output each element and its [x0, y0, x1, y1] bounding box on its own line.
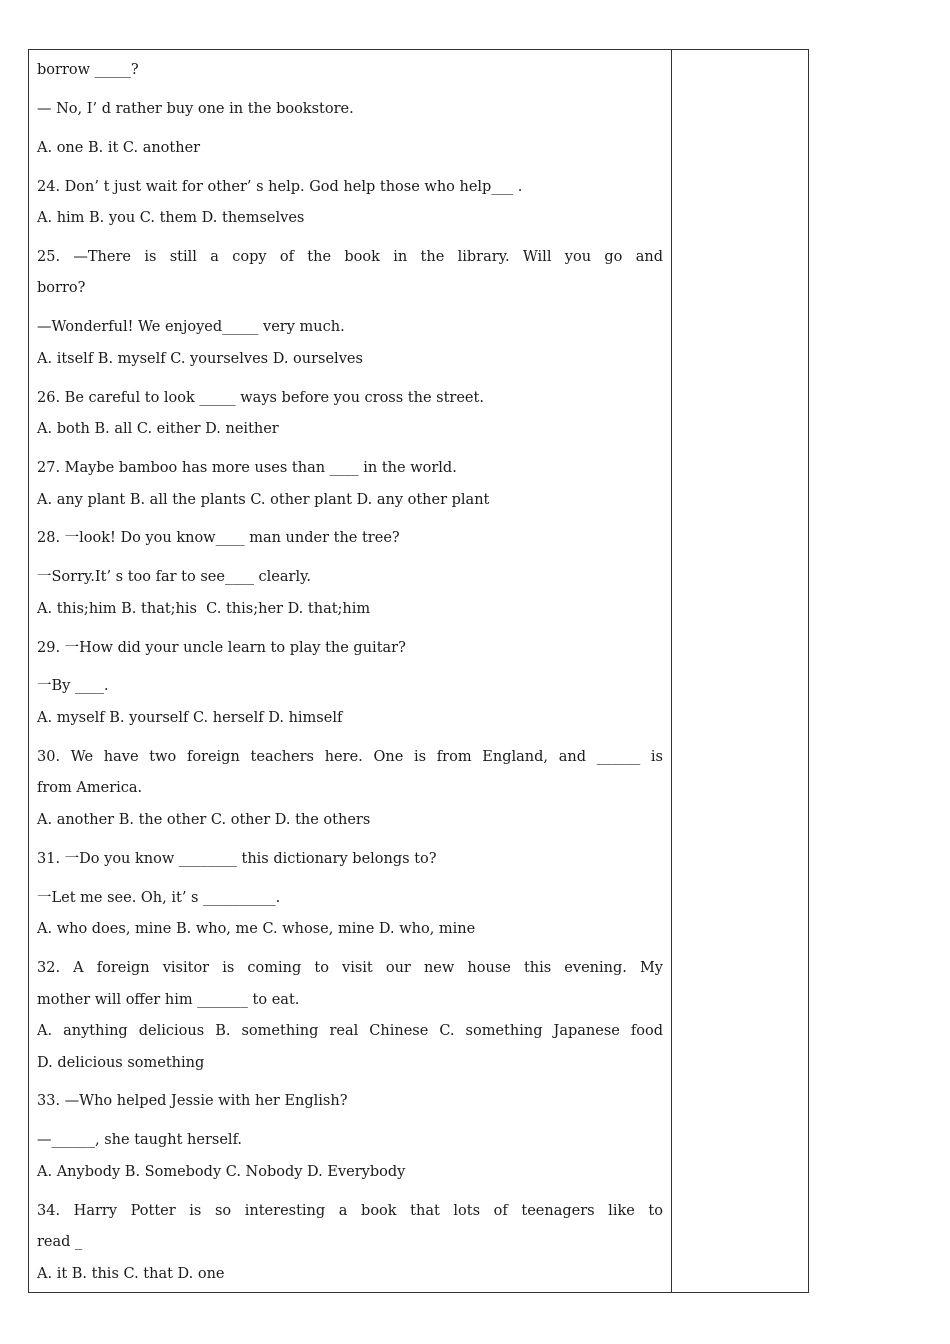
text-line: A. anything delicious B. something real Chinese C. something Japanese food: [37, 1023, 663, 1039]
text-line: borrow _____?: [37, 62, 139, 78]
column-divider: [671, 50, 672, 1292]
text-line: 29. 一How did your uncle learn to play the guitar?: [37, 640, 406, 656]
text-line: — No, I’ d rather buy one in the bookstore.: [37, 101, 354, 117]
text-line: 33. —Who helped Jessie with her English?: [37, 1093, 348, 1109]
text-line: 32. A foreign visitor is coming to visit our new house this evening. My: [37, 960, 663, 976]
text-line: 28. 一look! Do you know____ man under the tree?: [37, 530, 400, 546]
text-line: A. one B. it C. another: [37, 140, 201, 156]
text-line: A. any plant B. all the plants C. other plant D. any other plant: [37, 492, 490, 508]
text-line: 24. Don’ t just wait for other’ s help. God help those who help___ .: [37, 179, 523, 195]
text-line: from America.: [37, 780, 143, 796]
text-line: 一By ____.: [37, 678, 109, 694]
text-line: 34. Harry Potter is so interesting a book that lots of teenagers like to: [37, 1203, 663, 1219]
text-line: —______, she taught herself.: [37, 1132, 243, 1148]
text-line: 一Sorry.It’ s too far to see____ clearly.: [37, 569, 311, 585]
text-line: A. Anybody B. Somebody C. Nobody D. Everybody: [37, 1164, 406, 1180]
text-line: A. myself B. yourself C. herself D. himself: [37, 710, 343, 726]
text-line: borro?: [37, 280, 86, 296]
text-line: A. both B. all C. either D. neither: [37, 421, 279, 437]
text-line: 31. 一Do you know ________ this dictionary belongs to?: [37, 851, 437, 867]
text-line: A. another B. the other C. other D. the others: [37, 812, 371, 828]
text-line: 25. —There is still a copy of the book in the library. Will you go and: [37, 249, 663, 265]
text-line: D. delicious something: [37, 1055, 205, 1071]
text-line: read _: [37, 1234, 83, 1250]
text-line: 27. Maybe bamboo has more uses than ____ in the world.: [37, 460, 457, 476]
text-line: 30. We have two foreign teachers here. One is from England, and ______ is: [37, 749, 663, 765]
text-line: 一Let me see. Oh, it’ s __________.: [37, 890, 281, 906]
text-line: —Wonderful! We enjoyed_____ very much.: [37, 319, 345, 335]
text-line: A. itself B. myself C. yourselves D. ourselves: [37, 351, 363, 367]
text-line: A. it B. this C. that D. one: [37, 1266, 225, 1282]
text-line: A. who does, mine B. who, me C. whose, mine D. who, mine: [37, 921, 476, 937]
text-line: A. this;him B. that;his C. this;her D. that;him: [37, 601, 371, 617]
text-line: mother will offer him _______ to eat.: [37, 992, 300, 1008]
text-line: 26. Be careful to look _____ ways before you cross the street.: [37, 390, 484, 406]
text-line: A. him B. you C. them D. themselves: [37, 210, 305, 226]
worksheet-table: [28, 49, 809, 1293]
